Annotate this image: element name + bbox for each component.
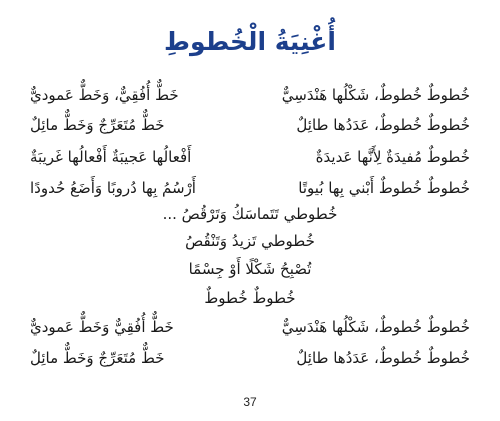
verse-first-hemistich: خُطوطٌ مُفيدَةٌ لِأَنَّها عَديدَةٌ bbox=[315, 148, 470, 166]
chorus-line bbox=[0, 257, 500, 281]
verse-second-hemistich: خَطٌّ أُفُقِيٌّ وَخَطٌّ عَموديٌّ bbox=[30, 318, 174, 336]
verse-second-hemistich: خَطٌّ مُتَعَرِّجٌ وَخَطٌّ مائِلٌ bbox=[30, 349, 165, 367]
verse-first-hemistich: خُطوطٌ خُطوطٌ أَبْني بِها بُيوتًا bbox=[298, 179, 470, 197]
chorus-line bbox=[0, 202, 500, 226]
verse-line bbox=[0, 176, 500, 200]
verse-first-hemistich: خُطوطٌ خُطوطٌ، عَدَدُها طائِلٌ bbox=[296, 349, 470, 367]
poem-title: أُغْنِيَةُ الْخُطوطِ bbox=[164, 27, 336, 56]
verse-second-hemistich: خَطٌّ مُتَعَرِّجٌ وَخَطٌّ مائِلٌ bbox=[30, 116, 165, 134]
verse-line bbox=[0, 113, 500, 137]
chorus-text: تُصْبِحُ شَكْلًا أَوْ جِسْمًا bbox=[188, 260, 312, 278]
chorus-line bbox=[0, 229, 500, 253]
verse-first-hemistich: خُطوطٌ خُطوطٌ، شَكْلُها هَنْدَسِيٌّ bbox=[281, 318, 470, 336]
verse-line bbox=[0, 83, 500, 107]
verse-second-hemistich: أَرْسُمُ بِها دُروبًا وَأَضَعُ حُدودًا bbox=[30, 179, 196, 197]
verse-line bbox=[0, 145, 500, 169]
chorus-text: خُطوطي تَزيدُ وَتَنْقُصُ bbox=[185, 232, 315, 250]
chorus-line bbox=[0, 286, 500, 310]
verse-first-hemistich: خُطوطٌ خُطوطٌ، عَدَدُها طائِلٌ bbox=[296, 116, 470, 134]
verse-line bbox=[0, 315, 500, 339]
chorus-text: خُطوطي تَتَماسَكُ وَتَرْقُصُ ... bbox=[162, 205, 338, 223]
verse-first-hemistich: خُطوطٌ خُطوطٌ، شَكْلُها هَنْدَسِيٌّ bbox=[281, 86, 470, 104]
page-number: 37 bbox=[243, 395, 257, 409]
chorus-text: خُطوطٌ خُطوطٌ bbox=[204, 289, 296, 307]
verse-second-hemistich: أَفْعالُها عَجيبَةٌ أَفْعالُها غَريبَةٌ bbox=[30, 148, 192, 166]
verse-second-hemistich: خَطٌّ أُفُقِيٌّ، وَخَطٌّ عَموديٌّ bbox=[30, 86, 179, 104]
verse-line bbox=[0, 346, 500, 370]
